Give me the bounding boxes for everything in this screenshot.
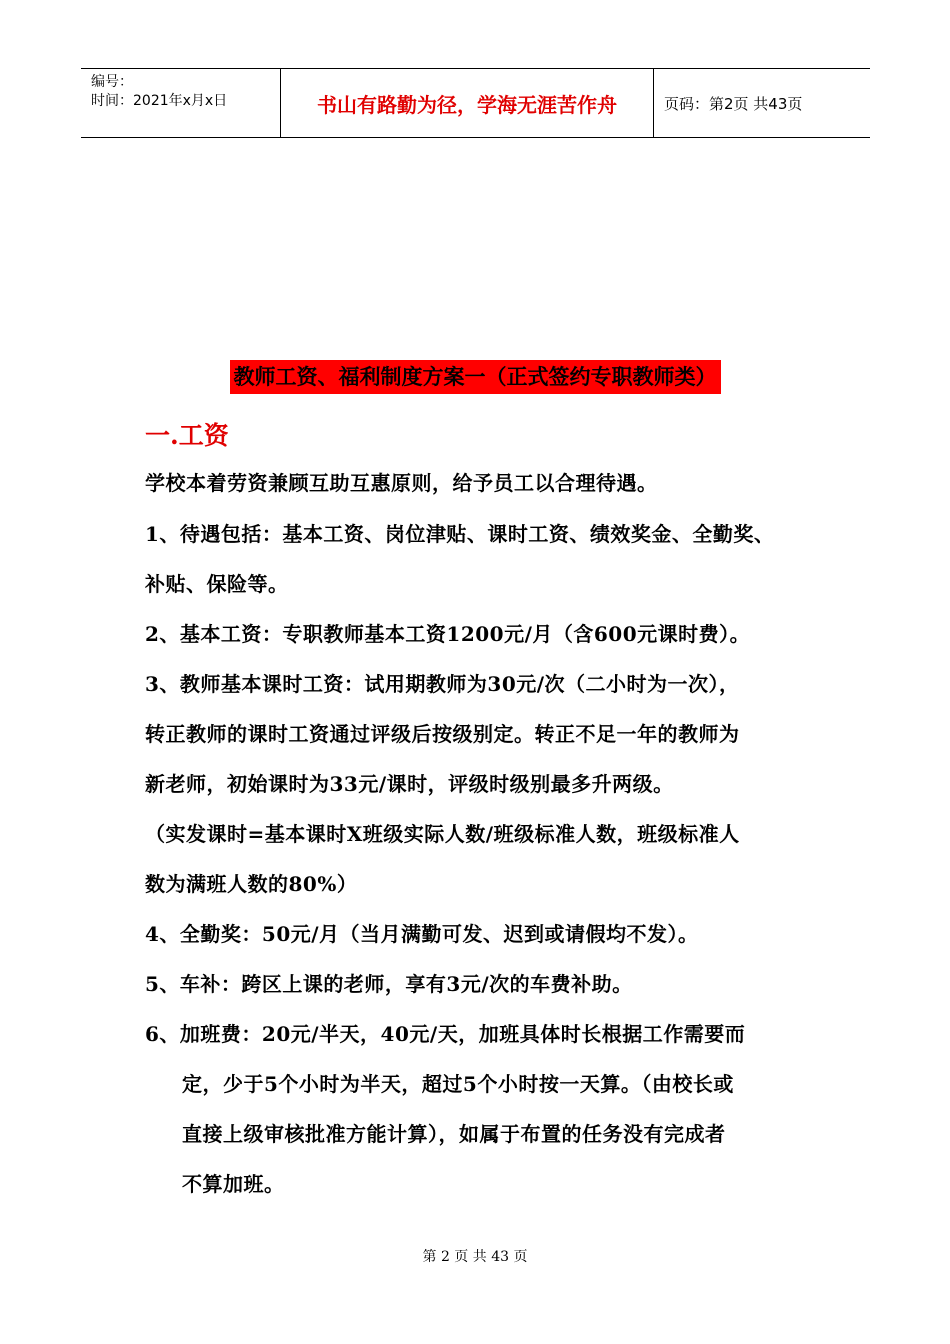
paragraph-line: 直接上级审核批准方能计算），如属于布置的任务没有完成者: [182, 1122, 726, 1146]
paragraph-line: 6、加班费：20元/半天，40元/天，加班具体时长根据工作需要而: [145, 1022, 746, 1046]
paragraph-line: 2、基本工资：专职教师基本工资1200元/月（含600元课时费）。: [145, 622, 751, 646]
header-number: 编号：: [91, 74, 133, 90]
paragraph-line: 学校本着劳资兼顾互助互惠原则，给予员工以合理待遇。: [145, 471, 658, 495]
paragraph-line: （实发课时=基本课时X班级实际人数/班级标准人数，班级标准人: [145, 822, 740, 846]
title-wrap: [0, 360, 950, 394]
paragraph-line: 新老师，初始课时为33元/课时，评级时级别最多升两级。: [145, 772, 674, 796]
paragraph-line: 1、待遇包括：基本工资、岗位津贴、课时工资、绩效奖金、全勤奖、: [145, 522, 775, 546]
paragraph-line: 数为满班人数的80%）: [145, 872, 358, 896]
document-title: 教师工资、福利制度方案一（正式签约专职教师类）: [230, 360, 721, 394]
paragraph-line: 3、教师基本课时工资：试用期教师为30元/次（二小时为一次），: [145, 672, 740, 696]
header-motto: 书山有路勤为径，学海无涯苦作舟: [281, 69, 654, 137]
paragraph-line: 补贴、保险等。: [145, 572, 289, 596]
header-meta: [81, 69, 281, 137]
paragraph-line: 不算加班。: [182, 1172, 285, 1196]
header-time: 时间：2021年x月x日: [91, 93, 228, 109]
page-footer: 第 2 页 共 43 页: [422, 1249, 528, 1265]
section-heading: 一.工资: [145, 421, 229, 450]
paragraph-line: 定，少于5个小时为半天，超过5个小时按一天算。（由校长或: [182, 1072, 734, 1096]
header-page-info: 页码：第2页 共43页: [664, 94, 803, 113]
paragraph-line: 5、车补：跨区上课的老师，享有3元/次的车费补助。: [145, 972, 633, 996]
page-header: [81, 68, 870, 138]
paragraph-line: 4、全勤奖：50元/月（当月满勤可发、迟到或请假均不发）。: [145, 922, 699, 946]
paragraph-line: 转正教师的课时工资通过评级后按级别定。转正不足一年的教师为: [145, 722, 740, 746]
